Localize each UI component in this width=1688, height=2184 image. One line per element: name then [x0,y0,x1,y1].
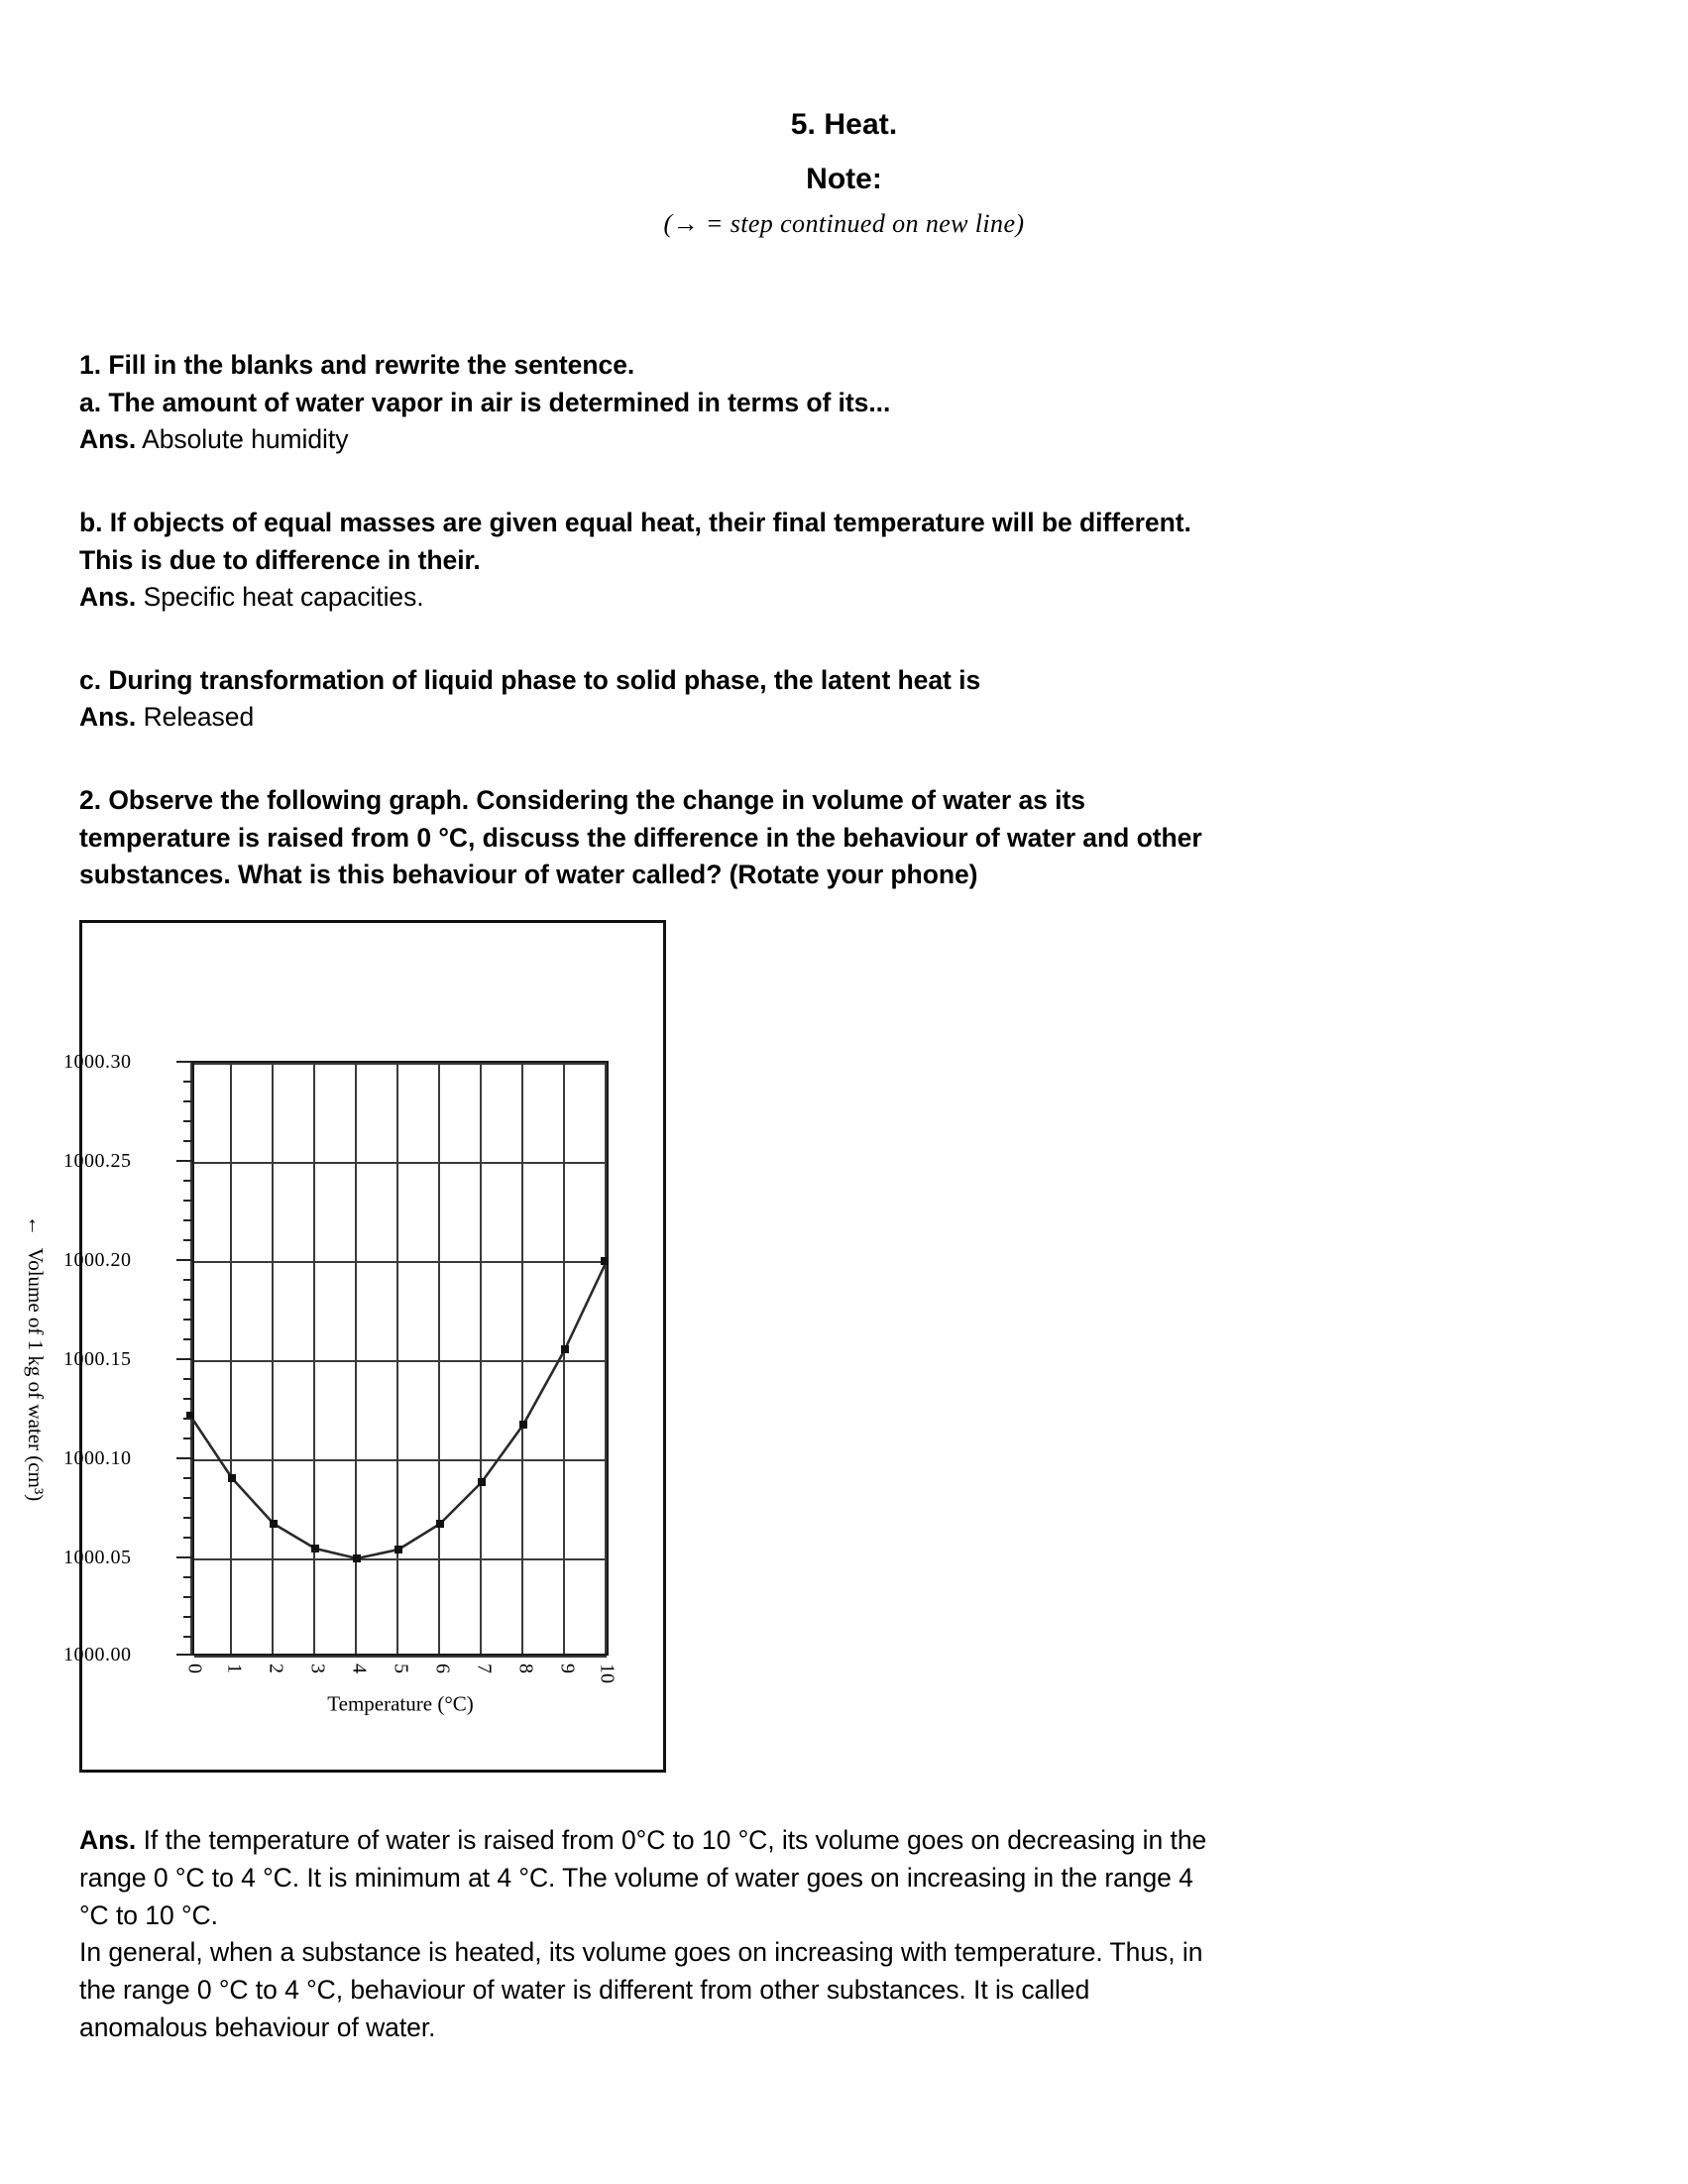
spacer [79,617,1609,662]
curve-path [190,1261,607,1558]
spacer [79,459,1609,505]
temperature-tick-label: 9 [556,1663,579,1673]
tick-minor [183,1180,192,1182]
answer-2-block [79,1822,1611,2047]
tick-minor [183,1219,192,1221]
answer-1c [79,699,1609,737]
page-header [0,0,1688,239]
answer-2-line1 [79,1822,1611,1860]
volume-tick-labels [56,1050,174,1666]
temperature-tick-label: 0 [183,1663,206,1673]
tick-minor [183,1140,192,1142]
temperature-tick-label: 5 [390,1663,412,1673]
temperature-axis-title [192,1689,609,1719]
temperature-axis-label-text: Temperature (°C) [327,1691,474,1716]
answer-1a-text: Absolute humidity [142,424,349,455]
water-volume-curve [190,1063,607,1658]
rotated-chart [24,970,630,1723]
volume-tick-label: 1000.15 [63,1347,132,1370]
answer-1c-text: Released [143,702,255,733]
temperature-tick-label: 8 [514,1663,537,1673]
volume-axis-label-text: Volume of 1 kg of water (cm³) [24,1247,48,1502]
temperature-tick-label: 3 [306,1663,329,1673]
volume-tick-label: 1000.30 [63,1050,132,1073]
answer-2-line3: °C to 10 °C. [79,1899,218,1930]
answer-2-line4: In general, when a substance is heated, its volume goes on increasing with temperature. Thus, in [79,1937,1203,1968]
tick-minor [183,1636,192,1638]
temperature-tick-label: 7 [473,1663,496,1673]
temperature-tick-label: 6 [431,1663,454,1673]
volume-tick-label: 1000.25 [63,1149,132,1172]
tick-major [176,1358,192,1360]
tick-minor [183,1596,192,1598]
answer-2-line5: the range 0 °C to 4 °C, behaviour of water is different from other substances. It is called [79,1975,1090,2005]
question-2-line2: temperature is raised from 0 °C, discuss the difference in the behaviour of water and other [79,822,1202,853]
volume-axis-ticks [176,1061,192,1656]
tick-minor [183,1378,192,1380]
tick-major [176,1556,192,1558]
tick-minor [183,1338,192,1340]
tick-minor [183,1200,192,1202]
answer-2-line1-text: If the temperature of water is raised from 0°C to 10 °C, its volume goes on decreasing in the [143,1825,1207,1855]
question-2-line1: 2. Observe the following graph. Considering the change in volume of water as its [79,785,1085,815]
tick-minor [183,1120,192,1122]
question-1a: a. The amount of water vapor in air is determined in terms of its... [79,387,891,417]
tick-minor [183,1616,192,1618]
tick-minor [183,1279,192,1281]
answer-1c-label: Ans. [79,702,137,733]
tick-minor [183,1081,192,1083]
tick-minor [183,1398,192,1400]
question-2-line3: substances. What is this behaviour of water called? (Rotate your phone) [79,860,978,890]
tick-major [176,1654,192,1656]
tick-major [176,1259,192,1261]
plot-area [192,1061,609,1656]
answer-2-label: Ans. [79,1825,137,1855]
temperature-tick-label: 2 [265,1663,287,1673]
temperature-tick-label: 1 [223,1663,246,1673]
volume-axis-title [23,1061,48,1656]
page-title: 5. Heat. [790,108,898,141]
answer-2-line6: anomalous behaviour of water. [79,2012,436,2042]
question-1c: c. During transformation of liquid phase to solid phase, the latent heat is [79,664,981,695]
tick-minor [183,1239,192,1241]
tick-minor [183,1100,192,1102]
document-content [24,347,1609,1773]
answer-1b [79,579,1609,617]
graph-figure [24,920,666,1773]
question-1b-line2: This is due to difference in their. [79,544,481,575]
question-1-prompt: 1. Fill in the blanks and rewrite the sentence. [79,350,635,380]
curve-data-points [186,1257,609,1562]
answer-1b-label: Ans. [79,582,137,613]
volume-tick-label: 1000.10 [63,1446,132,1469]
volume-tick-label: 1000.05 [63,1546,132,1568]
tick-minor [183,1437,192,1439]
tick-minor [183,1497,192,1499]
note-label: Note: [806,162,882,195]
tick-minor [183,1477,192,1479]
volume-tick-label: 1000.00 [63,1643,132,1666]
answer-2-line2: range 0 °C to 4 °C. It is minimum at 4 °C. The volume of water goes on increasing in the range 4 [79,1862,1193,1893]
tick-minor [183,1418,192,1420]
tick-minor [183,1537,192,1539]
tick-minor [183,1299,192,1301]
answer-1b-text: Specific heat capacities. [143,582,424,613]
left-arrow-icon: ← [24,1214,48,1236]
temperature-tick-label: 4 [348,1663,371,1673]
question-1b-line1: b. If objects of equal masses are given equal heat, their final temperature will be different. [79,507,1191,537]
answer-1a [79,421,1609,459]
note-legend: (→ = step continued on new line) [663,208,1025,238]
spacer [79,737,1609,782]
answer-1a-label: Ans. [79,424,137,455]
tick-major [176,1061,192,1063]
volume-tick-label: 1000.20 [63,1248,132,1271]
tick-minor [183,1319,192,1321]
tick-minor [183,1517,192,1519]
tick-major [176,1457,192,1459]
tick-minor [183,1576,192,1578]
temperature-tick-label: 10 [596,1663,619,1683]
tick-major [176,1160,192,1162]
